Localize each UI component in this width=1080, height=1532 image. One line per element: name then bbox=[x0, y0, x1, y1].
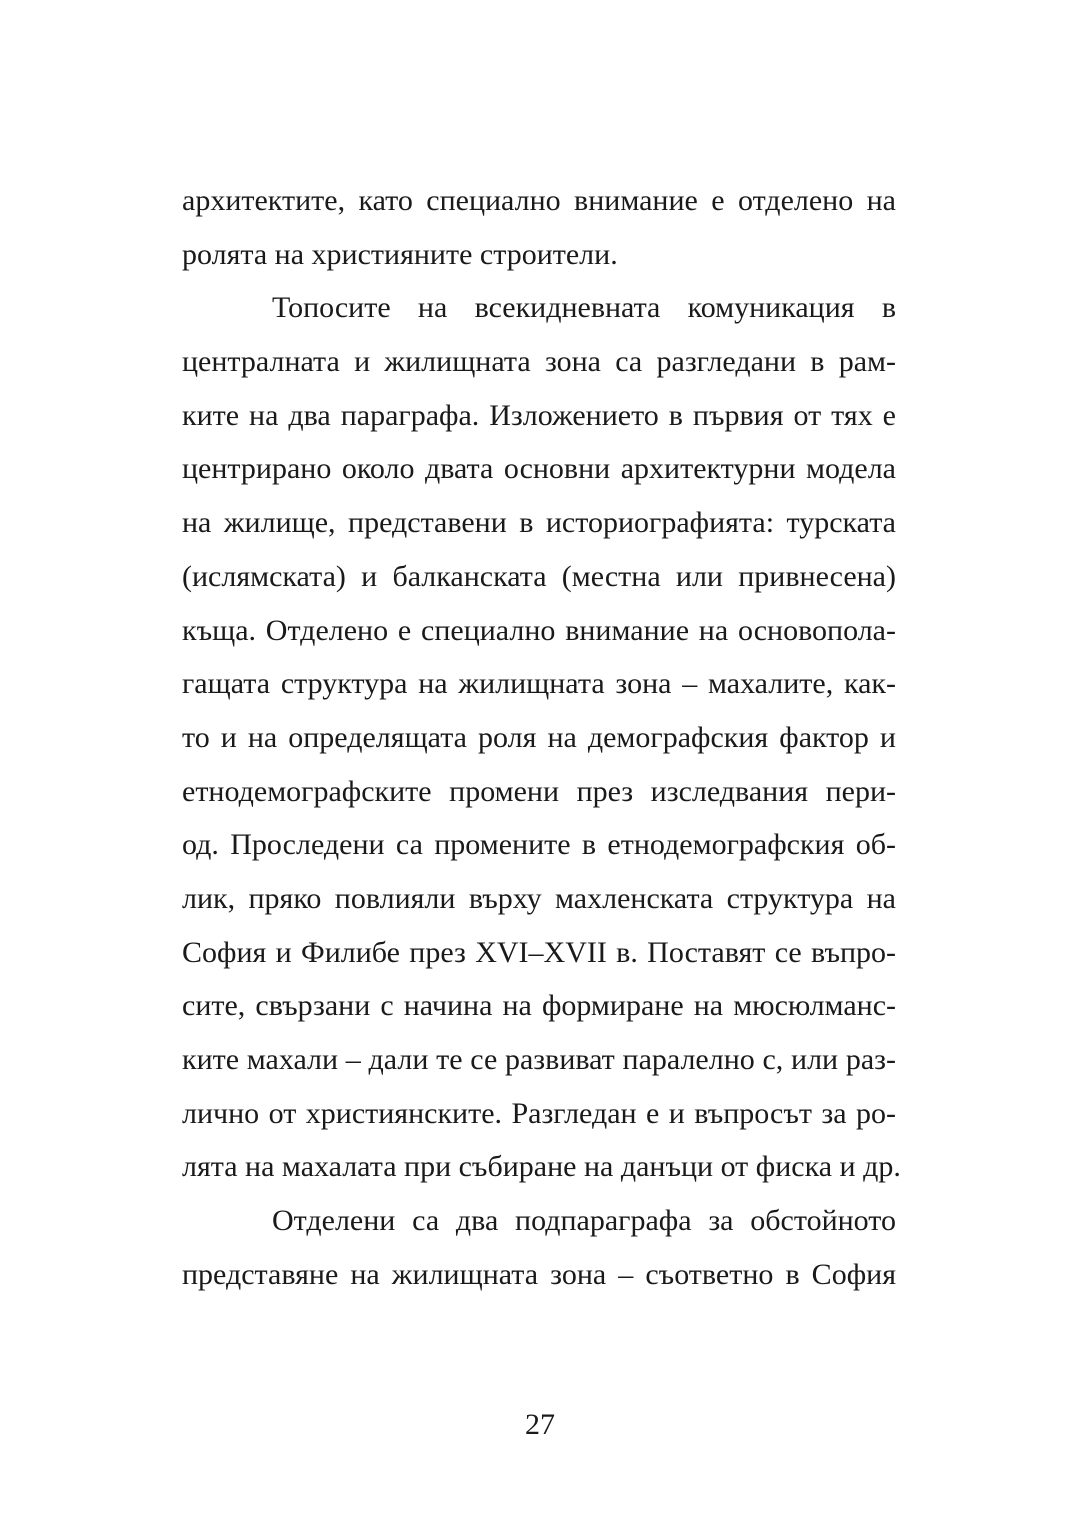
text-line-paragraph-start: Топосите на всекидневната комуникация в bbox=[272, 291, 896, 325]
text-line-paragraph-end: лята на махалата при събиране на данъци от фиска и др. bbox=[182, 1150, 901, 1184]
page-number: 27 bbox=[525, 1408, 555, 1441]
text-line: централната и жилищната зона са разгледани в рам- bbox=[182, 345, 896, 379]
text-line: ките махали – дали те се развиват паралелно с, или раз- bbox=[182, 1043, 896, 1076]
text-line: гащата структура на жилищната зона – махалите, как- bbox=[182, 667, 896, 701]
text-line: представяне на жилищната зона – съответно в София bbox=[182, 1257, 896, 1291]
text-line: лик, пряко повлияли върху махленската структура на bbox=[182, 881, 896, 915]
body-text bbox=[182, 174, 901, 1301]
text-line: сите, свързани с начина на формиране на мюсюлманс- bbox=[182, 989, 896, 1023]
text-line-paragraph-end: ролята на християните строители. bbox=[182, 237, 618, 271]
text-line: къща. Отделено е специално внимание на основопола- bbox=[182, 613, 896, 647]
text-line: то и на определящата роля на демографския фактор и bbox=[182, 720, 896, 754]
text-line: ките на два параграфа. Изложението в първия от тях е bbox=[182, 398, 896, 432]
text-line: етнодемографските промени през изследвания пери- bbox=[182, 774, 896, 808]
text-line: архитектите, като специално внимание е отделено на bbox=[182, 184, 896, 217]
text-line: центрирано около двата основни архитектурни модела bbox=[182, 452, 896, 486]
text-line: лично от християнските. Разгледан е и въпросът за ро- bbox=[182, 1096, 896, 1130]
text-line: од. Проследени са промените в етнодемографския об- bbox=[182, 828, 896, 862]
text-line: (ислямската) и балканската (местна или привнесена) bbox=[182, 559, 896, 593]
text-line: София и Филибе през XVI–XVII в. Поставят се въпро- bbox=[182, 935, 896, 969]
text-line-paragraph-start: Отделени са два подпараграфа за обстойното bbox=[272, 1204, 896, 1238]
text-line: на жилище, представени в историографията: турската bbox=[182, 506, 896, 540]
